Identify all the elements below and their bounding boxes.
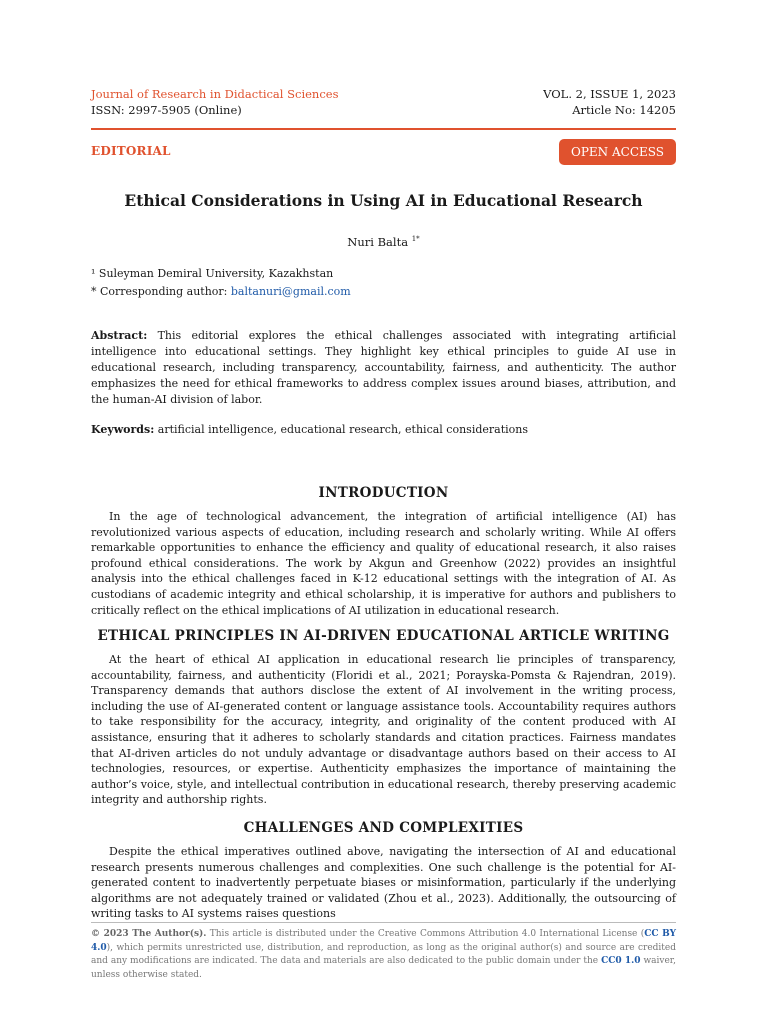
keywords [91, 422, 676, 438]
section-introduction [91, 485, 676, 618]
corresponding-email-link[interactable]: baltanuri@gmail.com [230, 285, 351, 298]
open-access-badge: OPEN ACCESS [559, 139, 676, 165]
affiliations [91, 265, 351, 301]
section-paragraph: Despite the ethical imperatives outlined above, navigating the intersection of AI and educational research presents numerous challenges and complexities. One such challenge is the potential for AI-generated content to inadvertently perpetuate biases or misinformation, particularly if the underlying algorithms are not adequately trained or validated (Zhou et al., 2023). Additionally, the outsourcing of writing tasks to AI systems raises questions [91, 845, 676, 921]
footer-divider [91, 922, 676, 923]
header-divider [91, 128, 676, 130]
affiliation-1: ¹ Suleyman Demiral University, Kazakhstan [91, 267, 334, 280]
corresponding-author [91, 283, 351, 301]
keywords-text: artificial intelligence, educational research, ethical considerations [154, 423, 528, 436]
author-line [91, 235, 676, 249]
license-footer [91, 928, 676, 982]
article-title: Ethical Considerations in Using AI in Educational Research [124, 191, 643, 210]
author-marks: 1* [411, 235, 420, 244]
author-name: Nuri Balta [347, 235, 409, 249]
article-number: Article No: 14205 [572, 103, 676, 117]
issn: ISSN: 2997-5905 (Online) [91, 103, 242, 117]
license-text-1: This article is distributed under the Creative Commons Attribution 4.0 International License ( [206, 929, 645, 939]
corresponding-label: * Corresponding author: [91, 285, 231, 298]
section-heading: INTRODUCTION [318, 485, 449, 501]
abstract-text: This editorial explores the ethical challenges associated with integrating artificial intelligence into educational settings. They highlight key ethical principles to guide AI use in educational research, including transparency, accountability, fairness, and authenticity. The author emphasizes the need for ethical frameworks to address complex issues around biases, attribution, and the human-AI division of labor. [91, 329, 676, 406]
abstract [91, 328, 676, 408]
keywords-label: Keywords: [91, 423, 155, 436]
license-text-3: waiver, unless otherwise stated. [91, 956, 676, 980]
license-text-2: ), which permits unrestricted use, distribution, and reproduction, as long as the original author(s) and source are credited and any modifications are indicated. The data and materials are also dedicated to the public domain under the [91, 942, 676, 966]
cc-by-link[interactable]: CC BY 4.0 [91, 929, 676, 953]
cc0-link[interactable]: CC0 1.0 [601, 956, 641, 966]
section-heading: ETHICAL PRINCIPLES IN AI-DRIVEN EDUCATIONAL ARTICLE WRITING [97, 628, 670, 644]
section-paragraph: In the age of technological advancement, the integration of artificial intelligence (AI) has revolutionized various aspects of education, including research and scholarly writing. While AI offers remarkable opportunities to enhance the efficiency and quality of educational research, it also raises profound ethical considerations. The work by Akgun and Greenhow (2022) provides an insightful analysis into the ethical challenges faced in K-12 educational settings with the integration of AI. As custodians of academic integrity and ethical scholarship, it is imperative for authors and publishers to critically reflect on the ethical implications of AI utilization in educational research. [91, 510, 676, 617]
copyright: © 2023 The Author(s). [91, 929, 207, 939]
section-challenges [91, 820, 676, 922]
journal-name: Journal of Research in Didactical Sciences [91, 87, 339, 101]
section-heading: CHALLENGES AND COMPLEXITIES [243, 820, 524, 836]
abstract-label: Abstract: [91, 329, 148, 342]
section-ethical-principles [91, 628, 676, 808]
article-category: EDITORIAL [91, 144, 171, 158]
section-paragraph: At the heart of ethical AI application in educational research lie principles of transparency, accountability, fairness, and authenticity (Floridi et al., 2021; Porayska-Pomsta & Rajendran, 2019). Transparency demands that authors disclose the extent of AI involvement in the writing process, including the use of AI-generated content or language assistance tools. Accountability requires authors to take responsibility for the accuracy, integrity, and originality of the content produced with AI assistance, ensuring that it adheres to scholarly standards and citation practices. Fairness mandates that AI-driven articles do not unduly advantage or disadvantage authors based on their access to AI technologies, resources, or expertise. Authenticity emphasizes the importance of maintaining the author’s voice, style, and intellectual contribution in educational research, thereby preserving academic integrity and authorship rights. [91, 653, 676, 807]
volume-issue: VOL. 2, ISSUE 1, 2023 [543, 87, 676, 101]
